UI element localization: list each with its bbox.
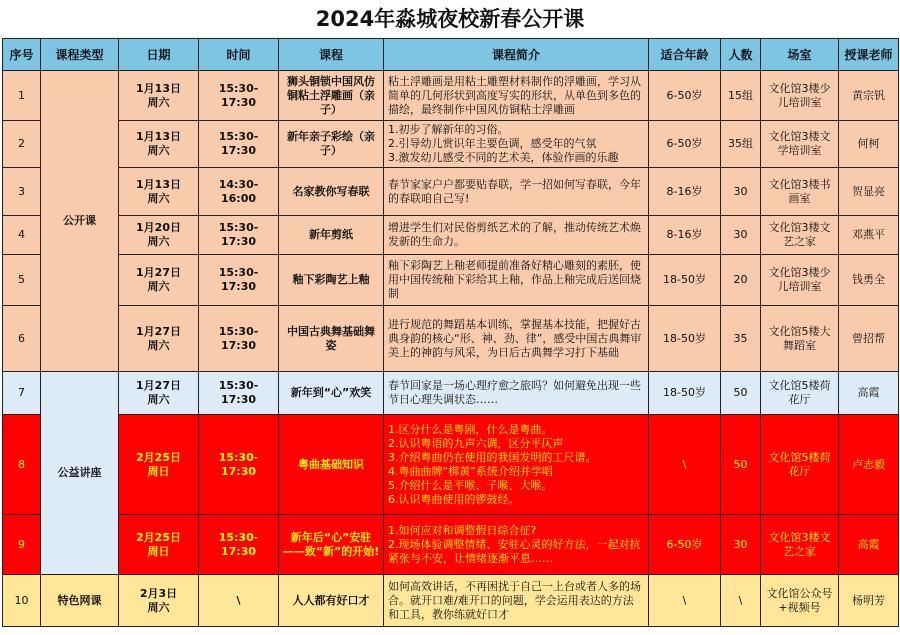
course-intro [384,168,649,216]
header-no: 序号 [3,39,41,71]
teacher-cell: 何柯 [839,121,899,168]
row-number: 7 [3,372,41,415]
row-number: 8 [3,415,41,515]
time-cell: 15:30-17:30 [199,515,279,575]
intro-line: 5.介绍什么是平喉、子喉、大喉。 [388,478,553,492]
date-cell [119,372,199,415]
row-number: 5 [3,255,41,306]
course-name: 新年剪纸 [279,216,384,255]
weekday-text: 周六 [147,191,170,205]
course-name: 新年到“心”欢笑 [279,372,384,415]
teacher-cell: 钱勇全 [839,255,899,306]
intro-line: 2.引导幼儿赏识年主要色调，感受年的气氛 [388,137,597,150]
course-intro [384,372,649,415]
age-cell: \ [649,415,721,515]
room-cell: 文化馆3楼书画室 [761,168,839,216]
age-cell: 18-50岁 [649,306,721,372]
date-text: 2月25日 [136,450,181,464]
age-cell: 6-50岁 [649,71,721,121]
table-row [3,372,899,415]
intro-line: 如何高效讲话，不再困扰于自己一上台或者人多的场合。就开口难/难开口的问题，学会运用表达的方法和工具，教你练就好口才 [388,579,641,621]
course-type-online: 特色网课 [41,575,119,627]
age-cell: 18-50岁 [649,372,721,415]
intro-line: 3.介绍粤曲仍在使用的我国发明的工尺谱。 [388,450,597,464]
table-row [3,306,899,372]
course-intro [384,216,649,255]
intro-line: 增进学生们对民俗剪纸艺术的了解，推动传统艺术焕发新的生命力。 [388,221,641,248]
intro-line: 春节家家户户都要贴春联，学一招如何写春联，今年的春联咱自己写! [388,177,641,205]
time-cell: 15:30-17:30 [199,71,279,121]
age-cell: \ [649,575,721,627]
count-cell: 35 [721,306,761,372]
intro-line: 1.初步了解新年的习俗。 [388,123,509,136]
table-row [3,415,899,515]
date-text: 1月20日 [136,221,181,234]
course-name: 中国古典舞基础舞姿 [279,306,384,372]
teacher-cell: 邓燕平 [839,216,899,255]
course-name: 粤曲基础知识 [279,415,384,515]
room-cell: 文化馆公众号+视频号 [761,575,839,627]
date-cell [119,168,199,216]
date-text: 1月13日 [136,177,181,191]
date-cell [119,255,199,306]
header-time: 时间 [199,39,279,71]
room-cell: 文化馆5楼大舞蹈室 [761,306,839,372]
count-cell: 30 [721,515,761,575]
date-cell [119,71,199,121]
time-cell: 15:30-17:30 [199,216,279,255]
row-number: 10 [3,575,41,627]
time-cell: 15:30-17:30 [199,306,279,372]
intro-line: 进行规范的舞蹈基本训练，掌握基本技能，把握好古典身韵的核心“形、神、劲、律”，感受中国古典舞审美上的神韵与风采，为日后古典舞学习打下基础 [388,317,642,359]
date-cell [119,515,199,575]
date-text: 1月27日 [136,266,181,279]
time-cell: 14:30-16:00 [199,168,279,216]
weekday-text: 周日 [147,464,170,478]
header-age: 适合年龄 [649,39,721,71]
age-cell: 18-50岁 [649,255,721,306]
row-number: 6 [3,306,41,372]
intro-line: 釉下彩陶艺上釉老师提前准备好精心雕刻的素胚，使用中国传统釉下彩给其上釉，作品上釉完成后送回烧制 [388,259,641,300]
date-cell [119,575,199,627]
table-row [3,121,899,168]
course-name: 人人都有好口才 [279,575,384,627]
count-cell: 50 [721,415,761,515]
weekday-text: 周六 [147,393,170,406]
header-row [3,39,899,71]
date-cell [119,216,199,255]
table-row [3,255,899,306]
weekday-text: 周六 [147,338,170,352]
row-number: 4 [3,216,41,255]
course-intro [384,306,649,372]
course-intro [384,415,649,515]
date-text: 2月25日 [136,530,181,544]
time-cell: 15:30-17:30 [199,372,279,415]
header-teacher: 授课老师 [839,39,899,71]
time-cell: \ [199,575,279,627]
course-intro [384,255,649,306]
table-row [3,575,899,627]
count-cell: 15组 [721,71,761,121]
age-cell: 6-50岁 [649,121,721,168]
header-date: 日期 [119,39,199,71]
room-cell: 文化馆3楼少儿培训室 [761,71,839,121]
weekday-text: 周日 [147,544,170,558]
teacher-cell: 曾招帮 [839,306,899,372]
course-intro [384,515,649,575]
course-intro [384,121,649,168]
intro-line: 6.认识粤曲使用的锣鼓经。 [388,492,520,506]
room-cell: 文化馆3楼文艺之家 [761,515,839,575]
schedule-table [2,38,899,627]
course-type-lecture: 公益讲座 [41,372,119,575]
course-name: 新年后“心”安驻——致“新”的开始! [279,515,384,575]
course-intro [384,71,649,121]
course-name: 名家教你写春联 [279,168,384,216]
date-text: 1月27日 [136,324,181,338]
header-course: 课程 [279,39,384,71]
age-cell: 8-16岁 [649,216,721,255]
count-cell: 30 [721,168,761,216]
date-text: 1月27日 [136,379,181,392]
time-cell: 15:30-17:30 [199,415,279,515]
table-row [3,515,899,575]
course-intro [384,575,649,627]
count-cell: 30 [721,216,761,255]
course-name: 新年亲子彩绘（亲子） [279,121,384,168]
age-cell: 6-50岁 [649,515,721,575]
weekday-text: 周六 [147,235,170,248]
row-number: 3 [3,168,41,216]
room-cell: 文化馆3楼少儿培训室 [761,255,839,306]
date-cell [119,415,199,515]
teacher-cell: 贺显亮 [839,168,899,216]
table-row [3,71,899,121]
room-cell: 文化馆3楼文学培训室 [761,121,839,168]
age-cell: 8-16岁 [649,168,721,216]
count-cell: 20 [721,255,761,306]
room-cell: 文化馆5楼荷花厅 [761,372,839,415]
intro-line: 粘土浮雕画是用粘土雕塑材料制作的浮雕画，学习从简单的几何形状到高度写实的形状，从单色到多色的描绘，最终制作中国风仿铜粘土浮雕画 [388,74,641,116]
table-row [3,216,899,255]
header-type: 课程类型 [41,39,119,71]
weekday-text: 周六 [147,600,170,614]
room-cell: 文化馆5楼荷花厅 [761,415,839,515]
date-text: 2月3日 [139,586,178,600]
intro-line: 2.认识粤语的九声六调，区分平仄声 [388,436,564,450]
intro-line: 1.区分什么是粤剧，什么是粤曲。 [388,422,553,436]
course-type-public: 公开课 [41,71,119,372]
date-cell [119,121,199,168]
header-count: 人数 [721,39,761,71]
page-title: 2024年淼城夜校新春公开课 [315,7,585,31]
weekday-text: 周六 [147,280,170,293]
teacher-cell: 杨明芳 [839,575,899,627]
intro-line: 3.激发幼儿感受不同的艺术美，体验作画的乐趣 [388,151,619,164]
header-room: 场室 [761,39,839,71]
time-cell: 15:30-17:30 [199,255,279,306]
course-name: 狮头铜锁中国风仿铜粘土浮雕画（亲子） [279,71,384,121]
intro-line: 1.如何应对和调整假日综合征? [388,523,537,537]
count-cell: 50 [721,372,761,415]
count-cell: \ [721,575,761,627]
row-number: 9 [3,515,41,575]
teacher-cell: 高霞 [839,515,899,575]
date-text: 1月13日 [136,130,181,143]
room-cell: 文化馆3楼文艺之家 [761,216,839,255]
table-row [3,168,899,216]
intro-line: 春节回家是一场心理疗愈之旅吗？如何避免出现一些节日心理失调状态…… [388,379,641,406]
row-number: 1 [3,71,41,121]
weekday-text: 周六 [147,95,170,109]
teacher-cell: 黄宗钒 [839,71,899,121]
course-name: 釉下彩陶艺上釉 [279,255,384,306]
weekday-text: 周六 [147,144,170,157]
date-text: 1月13日 [136,81,181,95]
teacher-cell: 卢志毅 [839,415,899,515]
header-intro: 课程简介 [384,39,649,71]
intro-line: 4.粤曲曲牌“梆黄”系统介绍并学唱 [388,464,553,478]
teacher-cell: 高霞 [839,372,899,415]
intro-line: 2.现场体验调整情绪、安驻心灵的好方法，一起对抗紧张与不安，让情绪逐渐平息…… [388,537,641,565]
count-cell: 35组 [721,121,761,168]
row-number: 2 [3,121,41,168]
date-cell [119,306,199,372]
time-cell: 15:30-17:30 [199,121,279,168]
